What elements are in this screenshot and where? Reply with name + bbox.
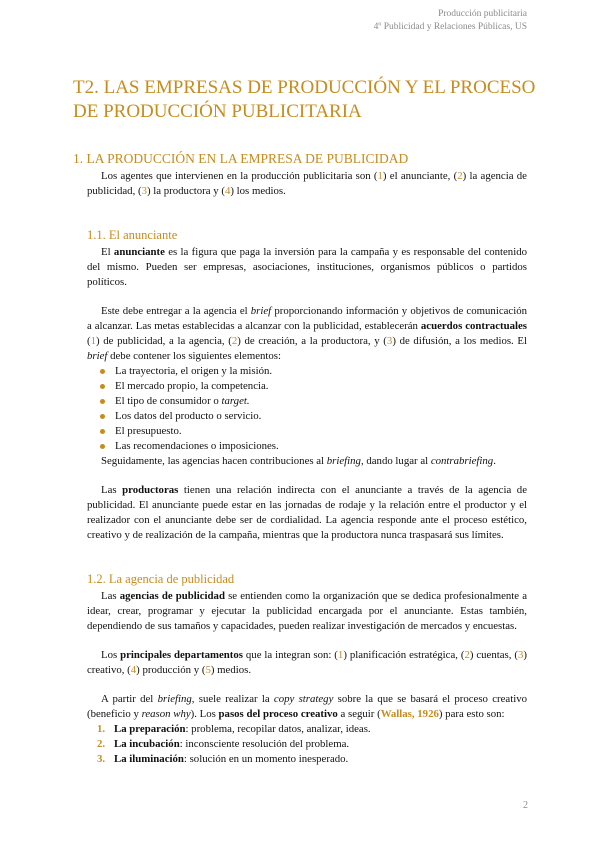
- list-number: 2: [464, 649, 470, 661]
- italic-term: brief: [250, 305, 272, 317]
- text-run: ) de creación, a la productora, y (: [237, 335, 387, 347]
- text-run: A partir del: [101, 693, 158, 705]
- step-item: [97, 752, 527, 767]
- list-number: 4: [130, 664, 137, 676]
- section1-intro-paragraph: [87, 169, 527, 199]
- list-number: 2: [457, 170, 463, 182]
- text-run: que la integran son: (: [242, 649, 338, 661]
- anunciante-paragraph-4: [87, 483, 527, 543]
- list-item: [115, 439, 527, 454]
- agencia-paragraph-1: [87, 589, 527, 634]
- text-run: ) cuentas, (: [469, 649, 518, 661]
- list-item-text: El presupuesto.: [115, 425, 182, 437]
- list-number: 4: [224, 185, 231, 197]
- document-body: [73, 150, 527, 767]
- list-item-text: La trayectoria, el origen y la misión.: [115, 365, 273, 377]
- list-item: [115, 364, 527, 379]
- italic-term: reason why: [141, 708, 191, 720]
- list-number: 3: [517, 649, 524, 661]
- italic-term: brief: [87, 350, 108, 362]
- list-item: [115, 409, 527, 424]
- step-title: La incubación: [114, 738, 180, 750]
- text-run: ) creativo, (: [87, 649, 527, 676]
- text-run: Este debe entregar a la agencia el: [101, 305, 251, 317]
- italic-term: target.: [221, 395, 250, 407]
- text-run: Seguidamente, las agencias hacen contribuciones al: [101, 455, 327, 467]
- page-number: 2: [523, 800, 528, 811]
- bold-term: anunciante: [113, 246, 165, 258]
- list-number: 3: [141, 185, 147, 197]
- anunciante-paragraph-3: [87, 454, 527, 469]
- text-run: debe contener los siguientes elementos:: [107, 350, 282, 362]
- text-run: proporcionando información y objetivos de comunicación a alcanzar. Las metas establecidas a alcanzar con la publicidad, establecerán: [87, 305, 527, 332]
- header-degree: 4º Publicidad y Relaciones Públicas, US: [373, 22, 527, 32]
- agencia-paragraph-3: [87, 692, 527, 722]
- bold-term: principales departamentos: [120, 649, 243, 661]
- list-item: [115, 424, 527, 439]
- list-number: 1: [337, 649, 344, 661]
- list-item: [115, 379, 527, 394]
- running-header: [374, 8, 527, 34]
- list-number: 2: [231, 335, 238, 347]
- text-run: Los agentes que intervienen en la producción publicitaria son (: [101, 170, 378, 182]
- text-run: .: [493, 455, 496, 467]
- bold-term: acuerdos contractuales: [420, 320, 527, 332]
- step-title: La iluminación: [114, 753, 184, 765]
- section-heading-1: 1. LA PRODUCCIÓN EN LA EMPRESA DE PUBLICIDAD: [73, 151, 409, 166]
- list-number: 1: [90, 335, 97, 347]
- bold-term: agencias de publicidad: [119, 590, 225, 602]
- text-run: ) los medios.: [230, 185, 286, 197]
- subsection-heading-anunciante: 1.1. El anunciante: [87, 228, 178, 242]
- text-run: ) de publicidad, a la agencia, (: [96, 335, 232, 347]
- step-description: : solución en un momento inesperado.: [183, 753, 349, 765]
- italic-term: contrabriefing: [430, 455, 494, 467]
- list-number: 1: [377, 170, 383, 182]
- list-item-text: Los datos del producto o servicio.: [115, 410, 262, 422]
- italic-term: copy strategy: [273, 693, 334, 705]
- list-item-text: El mercado propio, la competencia.: [115, 380, 269, 392]
- list-number: 5: [205, 664, 211, 676]
- text-run: El: [101, 246, 114, 258]
- creative-process-steps: [87, 722, 527, 767]
- text-run: ) planificación estratégica, (: [343, 649, 465, 661]
- document-title: T2. LAS EMPRESAS DE PRODUCCIÓN Y EL PROCESO DE PRODUCCIÓN PUBLICITARIA: [73, 77, 536, 122]
- text-run: , suele realizar la: [191, 693, 274, 705]
- text-run: ) medios.: [210, 664, 252, 676]
- text-run: , dando lugar al: [360, 455, 431, 467]
- text-run: Los: [101, 649, 121, 661]
- text-run: ) de difusión, a los medios. El: [392, 335, 527, 347]
- italic-term: briefing: [157, 693, 192, 705]
- list-item: [115, 394, 527, 409]
- text-run: ) la productora y (: [146, 185, 225, 197]
- step-item: [97, 737, 527, 752]
- text-run: es la figura que paga la inversión para la campaña y es responsable del contenido del mismo. Pueden ser empresas, asociaciones, instituciones, organismos públicos o partidos políticos.: [87, 246, 527, 288]
- list-item-text: Las recomendaciones o imposiciones.: [115, 440, 279, 452]
- brief-elements-list: [87, 364, 527, 454]
- text-run: ) para esto son:: [438, 708, 505, 720]
- text-run: Las: [101, 590, 120, 602]
- text-run: Las: [101, 484, 123, 496]
- step-description: : problema, recopilar datos, analizar, ideas.: [185, 723, 371, 735]
- anunciante-paragraph-2: [87, 304, 527, 364]
- bold-term: pasos del proceso creativo: [218, 708, 338, 720]
- text-run: sobre la que se basará el proceso creativo (beneficio y: [87, 693, 527, 720]
- step-title: La preparación: [114, 723, 186, 735]
- citation: Wallas, 1926: [380, 708, 439, 720]
- list-number: 3: [386, 335, 393, 347]
- text-run: a seguir (: [337, 708, 381, 720]
- bold-term: productoras: [122, 484, 179, 496]
- header-course: Producción publicitaria: [438, 9, 527, 19]
- step-number: 2.: [97, 738, 106, 750]
- text-run: ) el anunciante, (: [382, 170, 458, 182]
- text-run: ). Los: [190, 708, 219, 720]
- step-description: : inconsciente resolución del problema.: [179, 738, 350, 750]
- subsection-heading-agencia: 1.2. La agencia de publicidad: [87, 572, 235, 586]
- step-item: [97, 722, 527, 737]
- text-run: tienen una relación indirecta con el anunciante a través de la agencia de publicidad. El anunciante puede estar en las jornadas de rodaje y la relación entre el productor y el realizador con el anunciante debe ser de cordialidad. La agencia responde ante el proceso estético, creativo y de realización de la campaña, mientras que la productora nunca traspasará sus límites.: [87, 484, 527, 541]
- step-number: 3.: [97, 753, 106, 765]
- text-run: ) la agencia de publicidad, (: [87, 170, 527, 197]
- anunciante-paragraph-1: [87, 245, 527, 290]
- text-run: (: [87, 335, 91, 347]
- agencia-paragraph-2: [87, 648, 527, 678]
- text-run: ) producción y (: [136, 664, 206, 676]
- text-run: se entienden como la organización que se dedica profesionalmente a idear, crear, programar y ejecutar la publicidad encargada por el anunciante. Estas también, dependiendo de sus tamaños y capacidades, pueden realizar investigación de mercados y encuestas.: [87, 590, 527, 632]
- list-item-text: El tipo de consumidor o: [115, 395, 222, 407]
- step-number: 1.: [97, 723, 106, 735]
- italic-term: briefing: [326, 455, 361, 467]
